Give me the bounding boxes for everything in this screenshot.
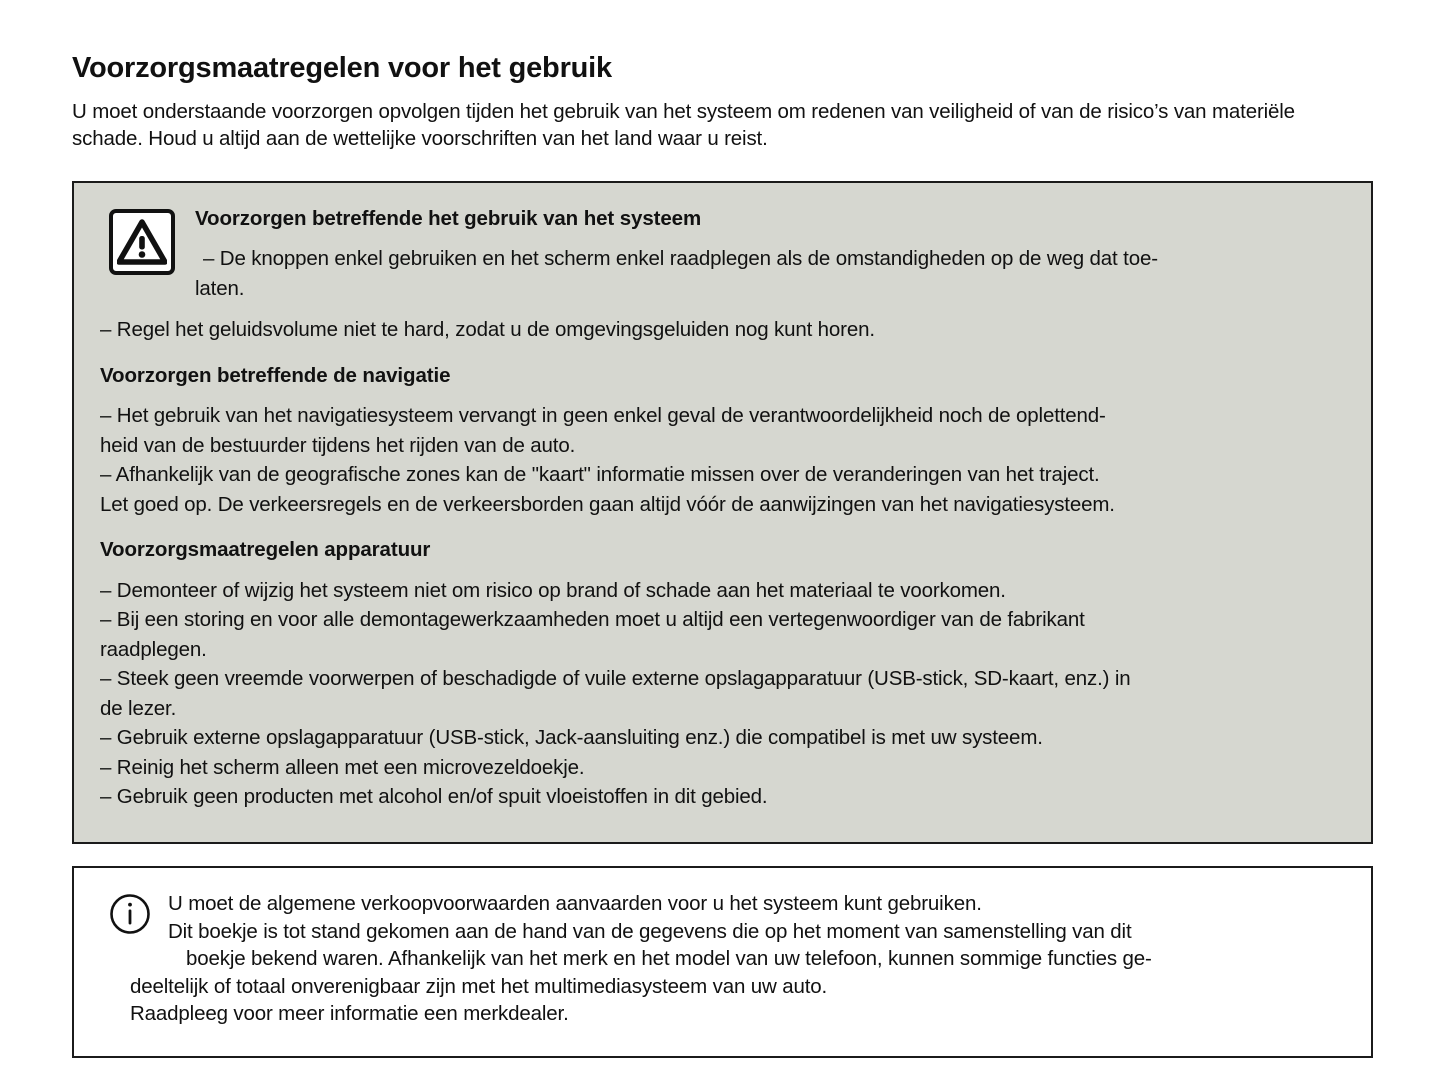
warning-header-row: [100, 203, 1345, 305]
bullet-equipment-2-line2: raadplegen.: [100, 637, 207, 661]
info-row: [100, 890, 1345, 972]
info-box: [72, 866, 1373, 1057]
info-line-1: U moet de algemene verkoopvoorwaarden aanvaarden voor u het systeem kunt gebruiken.: [168, 892, 982, 916]
info-line-3: boekje bekend waren. Afhankelijk van het merk en het model van uw telefoon, kunnen sommige functies ge-: [186, 947, 1152, 971]
intro-paragraph: U moet onderstaande voorzorgen opvolgen tijden het gebruik van het systeem om redenen van veiligheid of van de risico’s van materiële schade. Houd u altijd aan de wettelijke voorschriften van het land waar u reist.: [72, 100, 1295, 150]
bullet-equipment-3-line2: de lezer.: [100, 696, 177, 720]
warning-box: [72, 181, 1373, 845]
bullet-navigation-2-line1: – Afhankelijk van de geografische zones kan de "kaart" informatie missen over de veranderingen van het traject.: [100, 463, 1100, 487]
page-title: Voorzorgsmaatregelen voor het gebruik: [72, 52, 612, 84]
bullet-navigation-1-line1: – Het gebruik van het navigatiesysteem vervangt in geen enkel geval de verantwoordelijkheid noch de oplettend-: [100, 404, 1106, 428]
bullet-equipment-5: – Reinig het scherm alleen met een microvezeldoekje.: [100, 755, 585, 779]
section-heading-equipment: Voorzorgsmaatregelen apparatuur: [100, 538, 431, 562]
bullet-equipment-6: – Gebruik geen producten met alcohol en/of spuit vloeistoffen in dit gebied.: [100, 784, 768, 808]
info-line-5: Raadpleeg voor meer informatie een merkdealer.: [130, 1002, 569, 1026]
bullet-equipment-2-line1: – Bij een storing en voor alle demontagewerkzaamheden moet u altijd een vertegenwoordiger van de fabrikant: [100, 608, 1085, 632]
info-text: [168, 890, 1345, 972]
bullet-equipment-3-line1: – Steek geen vreemde voorwerpen of beschadigde of vuile externe opslagapparatuur (USB-stick, SD-kaart, enz.) in: [100, 667, 1131, 691]
bullet-navigation-2-line2: Let goed op. De verkeersregels en de verkeersborden gaan altijd vóór de aanwijzingen van het navigatiesysteem.: [100, 492, 1115, 516]
bullet-equipment-4: – Gebruik externe opslagapparatuur (USB-stick, Jack-aansluiting enz.) die compatibel is met uw systeem.: [100, 726, 1043, 750]
section-heading-system: Voorzorgen betreffende het gebruik van het systeem: [195, 206, 702, 230]
warning-body: [100, 316, 1345, 810]
info-circle-icon: [108, 892, 152, 936]
warning-header-text: [195, 203, 1345, 305]
bullet-system-1-line2: laten.: [195, 276, 245, 300]
info-line-2: Dit boekje is tot stand gekomen aan de hand van de gegevens die op het moment van samenstelling van dit: [168, 919, 1132, 943]
section-heading-navigation: Voorzorgen betreffende de navigatie: [100, 363, 451, 387]
bullet-system-2: – Regel het geluidsvolume niet te hard, zodat u de omgevingsgeluiden nog kunt horen.: [100, 318, 875, 342]
warning-triangle-icon: [109, 209, 175, 275]
bullet-navigation-1-line2: heid van de bestuurder tijdens het rijden van de auto.: [100, 433, 576, 457]
bullet-system-1-line1: – De knoppen enkel gebruiken en het scherm enkel raadplegen als de omstandigheden op de weg dat toe-: [203, 247, 1158, 271]
bullet-equipment-1: – Demonteer of wijzig het systeem niet om risico op brand of schade aan het materiaal te voorkomen.: [100, 578, 1006, 602]
info-line-4: deeltelijk of totaal onverenigbaar zijn met het multimediasysteem van uw auto.: [130, 974, 828, 998]
